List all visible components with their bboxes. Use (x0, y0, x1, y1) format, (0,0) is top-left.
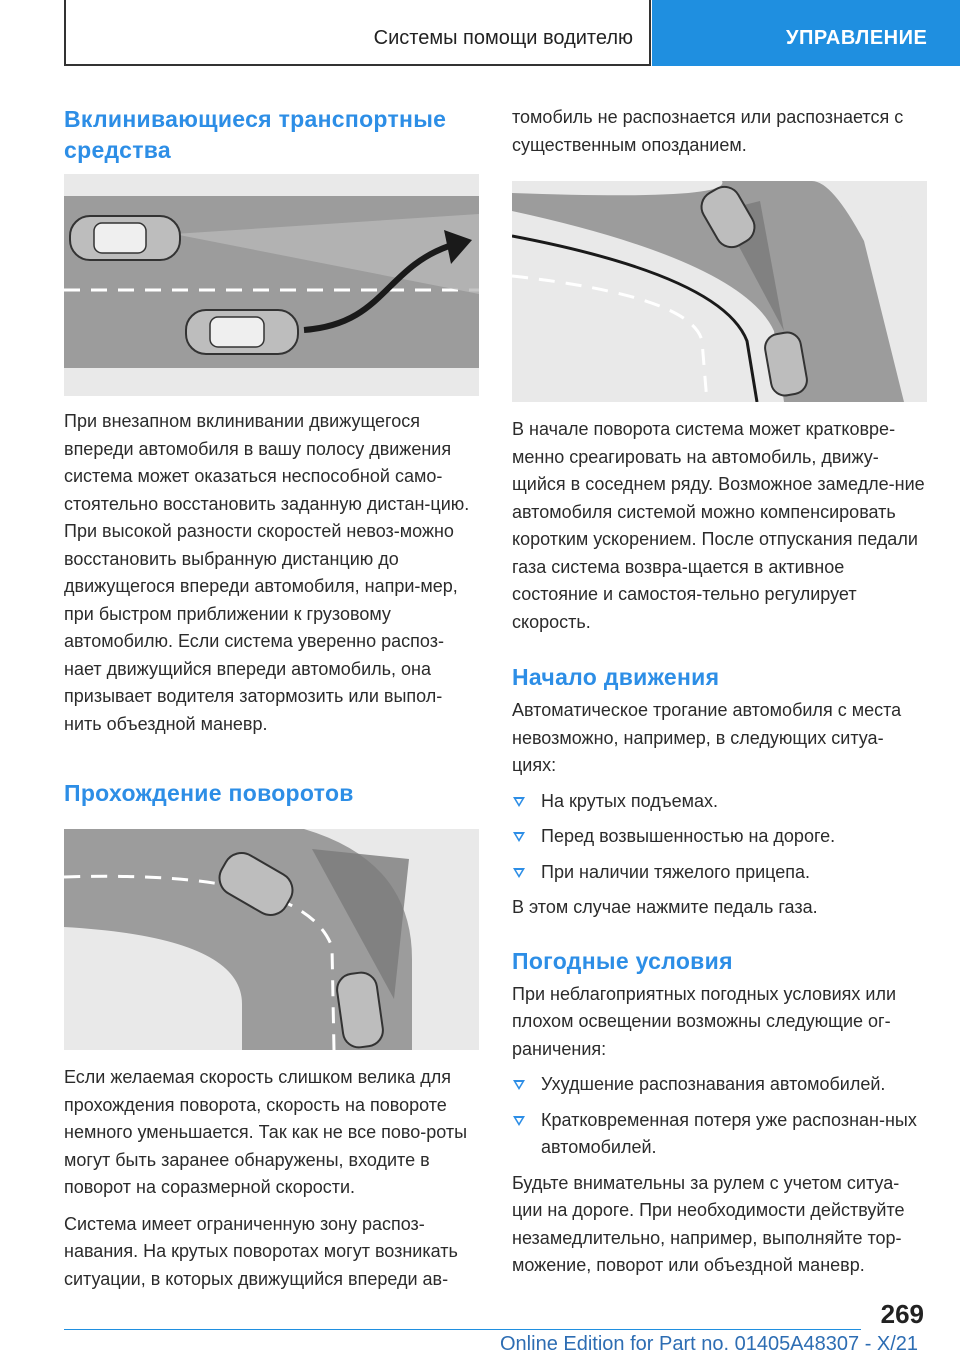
paragraph-press-accelerator: В этом случае нажмите педаль газа. (512, 897, 818, 917)
bullet-triangle-icon (513, 832, 525, 842)
figure-cornering-illustration (64, 829, 479, 1050)
heading-weather: Погодные условия (512, 947, 733, 974)
figure-cut-in-illustration (64, 174, 479, 396)
list-start-conditions (512, 788, 927, 887)
header-chapter-tab: УПРАВЛЕНИЕ (652, 0, 960, 66)
list-item: Перед возвышенностью на дороге. (512, 823, 927, 851)
paragraph-start-moving: Автоматическое трогание автомобиля с места невозможно, например, в следующих ситуа-циях: (512, 700, 902, 775)
paragraph-be-attentive: Будьте внимательны за рулем с учетом ситуа-ции на дороге. При необходимости действуйте незамедлительно, например, выполняйте тор-можение, поворот или объездной маневр. (512, 1172, 905, 1275)
own-car-bottom (186, 310, 298, 354)
header-section-box (64, 0, 651, 66)
paragraph-cut-in: При внезапном вклинивании движущегося впереди автомобиля в вашу полосу движения система может оказаться неспособной само-стоятельно восстановить заданную дистан-цию. При высокой разности скоростей невоз-можно восстановить выбранную дистанцию до движущегося впереди автомобиля, напри-мер, при быстром приближении к грузовому автомобилю. Если система уверенно распоз-нает движущийся впереди автомобиль, она призывает водителя затормозить или выпол-нить объездной маневр. (64, 411, 470, 734)
paragraph-continued: томобиль не распознается или распознается с существенным опозданием. (512, 107, 904, 155)
list-item: При наличии тяжелого прицепа. (512, 859, 927, 887)
footer-divider (64, 1329, 861, 1330)
page-number: 269 (880, 1299, 924, 1329)
bullet-triangle-icon (513, 1080, 525, 1090)
bullet-triangle-icon (513, 797, 525, 807)
paragraph-weather: При неблагоприятных погодных условиях или плохом освещении возможны следующие ог-раничения: (512, 983, 897, 1059)
bullet-triangle-icon (513, 1116, 525, 1126)
paragraph-curve-reaction: В начале поворота система может кратковре-менно среагировать на автомобиль, движу-щийся в соседнем ряду. Возможное замедле-ние автомобиля системой можно компенсировать коротким ускорением. После отпускания педали газа система возвра-щается в активное состояние и самостоя-тельно регулирует скорость. (512, 419, 925, 632)
figure-curve-adjacent-lane (512, 181, 927, 402)
list-item: Ухудшение распознавания автомобилей. (512, 1071, 927, 1099)
header-section-title: Системы помощи водителю (373, 27, 633, 49)
heading-cornering: Прохождение поворотов (64, 780, 354, 806)
list-item: На крутых подъемах. (512, 788, 927, 816)
list-weather-limits (512, 1071, 927, 1162)
paragraph-limited-range: Система имеет ограниченную зону распоз-навания. На крутых поворотах могут возникать ситуации, в которых движущийся впереди ав- (64, 1213, 458, 1289)
heading-start-moving: Начало движения (512, 664, 720, 690)
list-item: Кратковременная потеря уже распознан-ных автомобилей. (512, 1107, 927, 1162)
paragraph-cornering-speed: Если желаемая скорость слишком велика для прохождения поворота, скорость на повороте немного уменьшается. Так как не все пово-роты могут быть заранее обнаружены, входите в поворот на соразмерной скорости. (64, 1067, 468, 1197)
left-column (64, 104, 479, 1293)
right-column (512, 104, 927, 1280)
bullet-triangle-icon (513, 868, 525, 878)
car-cutting-in-top (70, 216, 180, 260)
heading-cut-in-vehicles: Вклинивающиеся транспортные средства (64, 106, 447, 163)
footer-edition: Online Edition for Part no. 01405A48307 - X/21 (500, 1333, 919, 1355)
